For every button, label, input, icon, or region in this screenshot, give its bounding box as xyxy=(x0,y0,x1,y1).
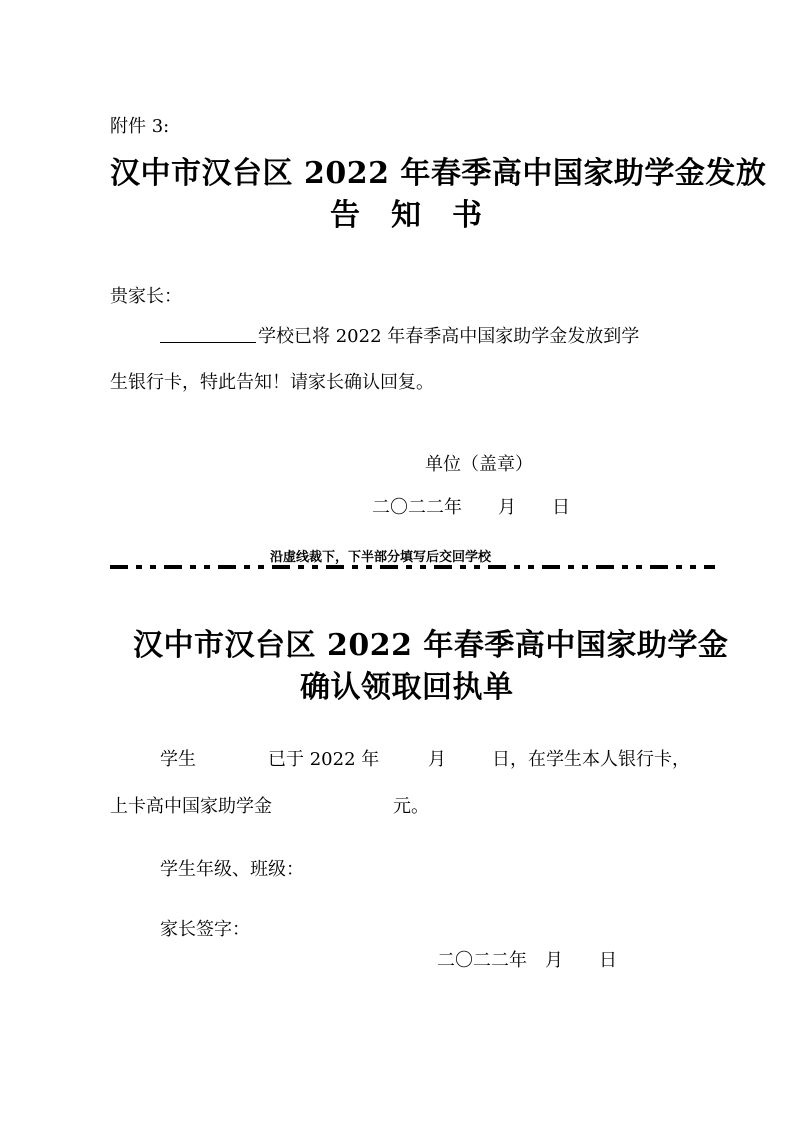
notice-body-line2: 生银行卡，特此告知！请家长确认回复。 xyxy=(110,372,434,393)
cut-note: 沿虚线裁下，下半部分填写后交回学校 xyxy=(270,550,492,565)
receipt-amount-label: 上卡高中国家助学金 xyxy=(110,796,272,817)
receipt-title-line2: 确认领取回执单 xyxy=(300,670,514,705)
school-name-blank[interactable] xyxy=(160,322,256,343)
receipt-day-text: 日，在学生本人银行卡， xyxy=(492,749,690,770)
unit-seal-label: 单位（盖章） xyxy=(425,454,533,475)
receipt-student-label: 学生 xyxy=(160,749,196,770)
notice-title-line1: 汉中市汉台区 2022 年春季高中国家助学金发放 xyxy=(110,156,767,191)
receipt-date: 二〇二二年 月 日 xyxy=(437,950,617,971)
grade-class-label: 学生年级、班级： xyxy=(160,859,304,880)
salutation: 贵家长： xyxy=(110,286,182,307)
receipt-year-text: 已于 2022 年 xyxy=(268,749,380,770)
dashed-cut-line xyxy=(110,565,715,569)
receipt-yuan-label: 元。 xyxy=(393,796,429,817)
notice-title-line2: 告 知 书 xyxy=(330,198,483,233)
notice-date: 二〇二二年 月 日 xyxy=(372,497,570,518)
notice-body-line1: 学校已将 2022 年春季高中国家助学金发放到学 xyxy=(258,326,640,347)
attachment-label: 附件 3: xyxy=(110,116,170,137)
parent-signature-label: 家长签字： xyxy=(160,919,250,940)
receipt-title-line1: 汉中市汉台区 2022 年春季高中国家助学金 xyxy=(133,628,729,663)
receipt-month-label: 月 xyxy=(428,749,446,770)
